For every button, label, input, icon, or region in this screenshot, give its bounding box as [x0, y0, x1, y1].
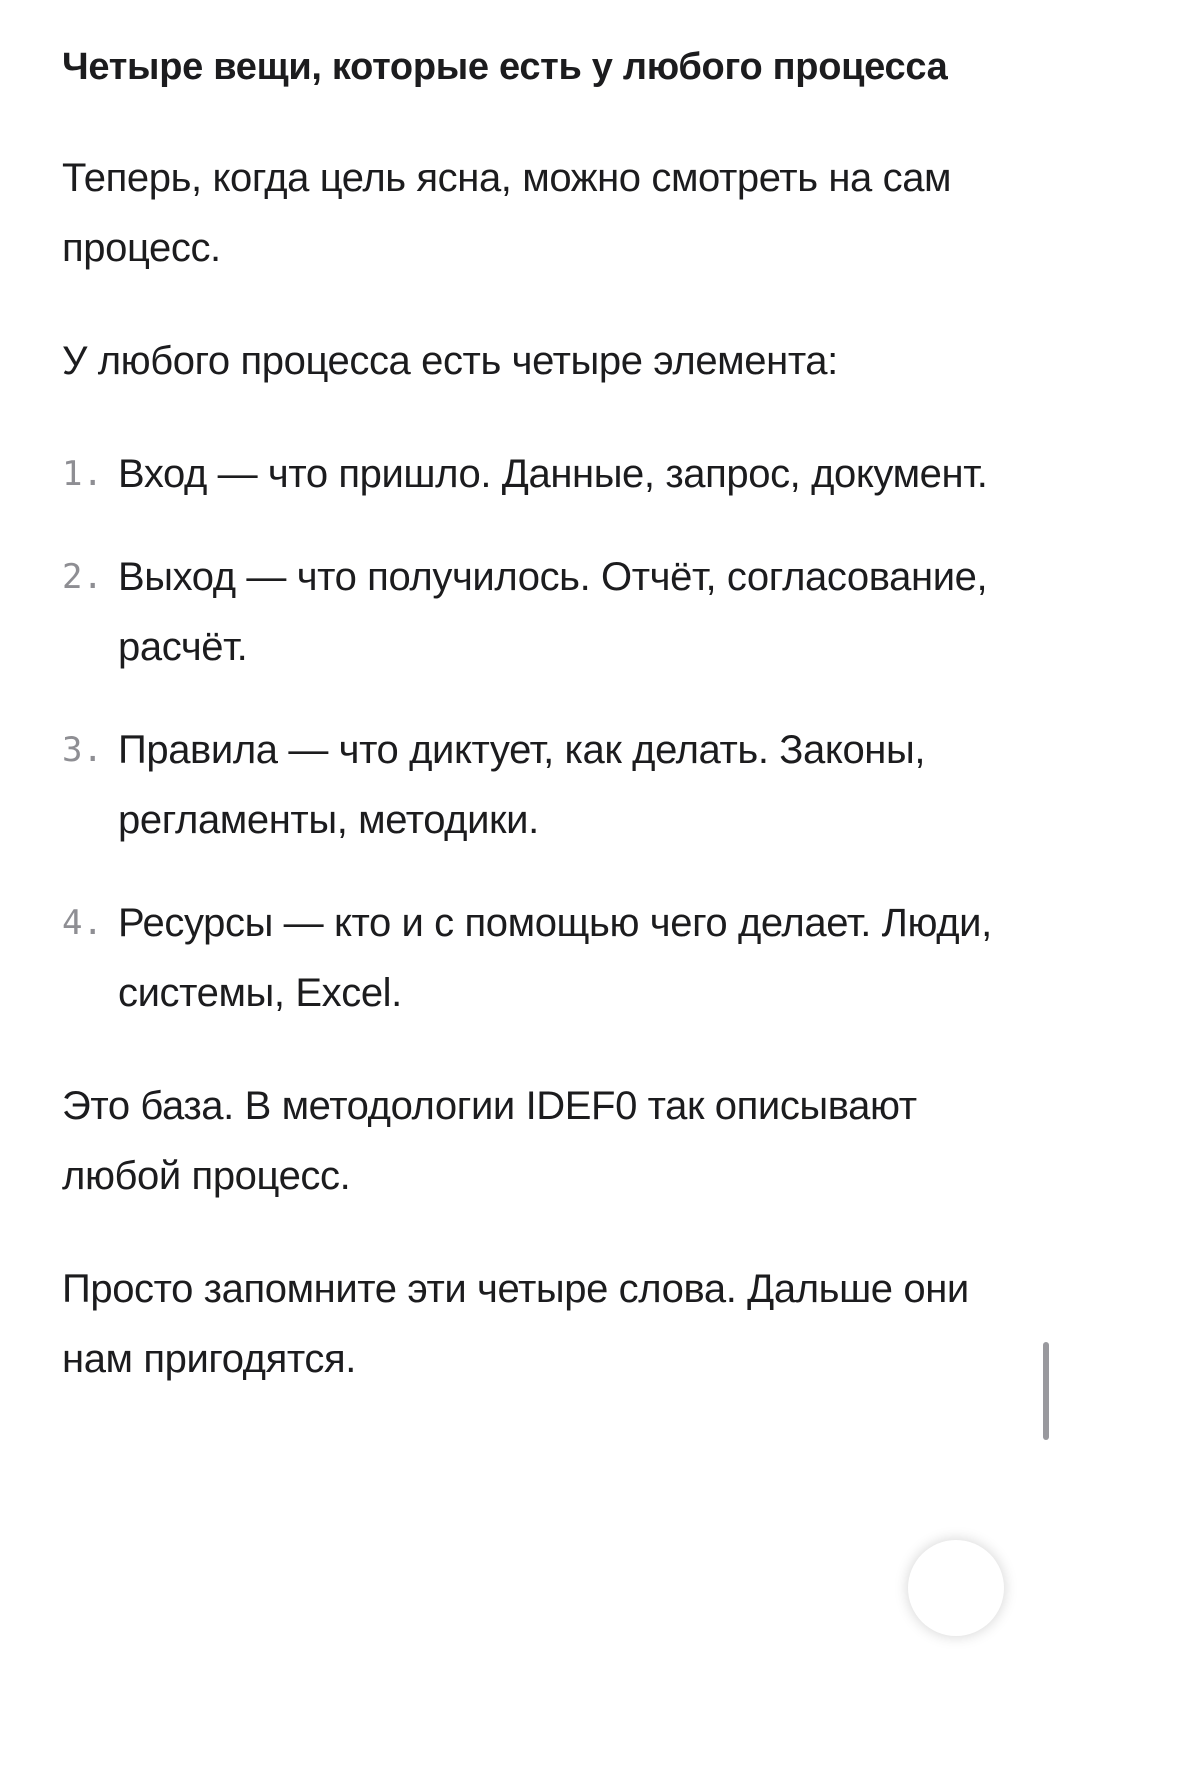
list-item-output — [62, 542, 1002, 682]
list-item-text: Правила — что диктует, как делать. Законы, регламенты, методики. — [118, 728, 926, 842]
paragraph-list-lead: У любого процесса есть четыре элемента: — [62, 339, 838, 383]
vertical-scrollbar[interactable] — [1042, 1342, 1050, 1440]
elements-list — [62, 439, 1002, 1028]
floating-action-button[interactable] — [908, 1540, 1004, 1636]
paragraph-remember: Просто запомните эти четыре слова. Дальше они нам пригодятся. — [62, 1267, 969, 1381]
spacer — [62, 1211, 1002, 1254]
spacer — [62, 100, 1002, 143]
article-content — [62, 34, 1002, 1394]
list-number: 1. — [62, 454, 103, 494]
paragraph-idef0: Это база. В методологии IDEF0 так описывают любой процесс. — [62, 1084, 917, 1198]
spacer — [62, 283, 1002, 326]
list-item-text: Вход — что пришло. Данные, запрос, документ. — [118, 452, 988, 496]
scrollbar-thumb[interactable] — [1043, 1342, 1049, 1440]
list-number: 2. — [62, 557, 103, 597]
paragraph-intro: Теперь, когда цель ясна, можно смотреть на сам процесс. — [62, 156, 952, 270]
section-title: Четыре вещи, которые есть у любого процесса — [62, 46, 948, 88]
list-number: 4. — [62, 903, 103, 943]
spacer — [62, 396, 1002, 439]
list-item-text: Ресурсы — кто и с помощью чего делает. Люди, системы, Excel. — [118, 901, 992, 1015]
list-item-text: Выход — что получилось. Отчёт, согласование, расчёт. — [118, 555, 988, 669]
spacer — [62, 1028, 1002, 1071]
list-item-input — [62, 439, 1002, 509]
list-number: 3. — [62, 730, 103, 770]
list-item-rules — [62, 715, 1002, 855]
list-item-resources — [62, 888, 1002, 1028]
